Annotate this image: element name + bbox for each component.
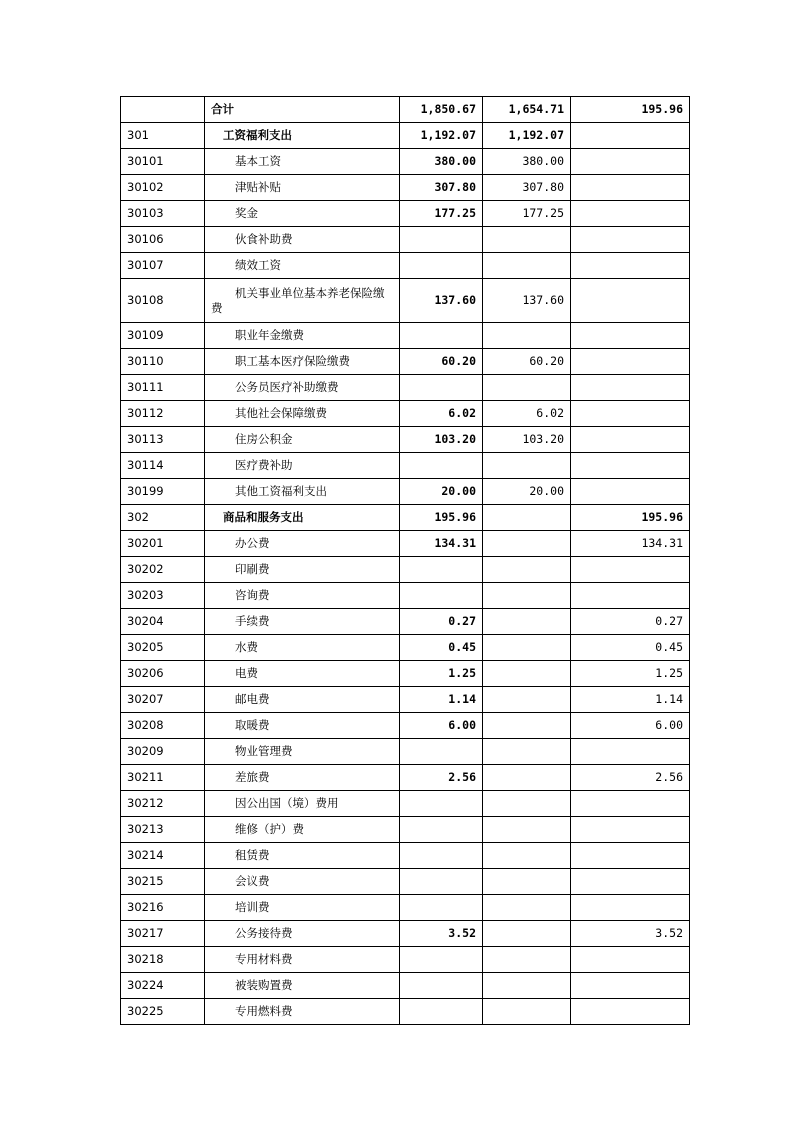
- account-code-cell: 30215: [121, 869, 205, 895]
- total-amount-cell: [400, 583, 483, 609]
- project-amount-cell: 1.25: [571, 661, 690, 687]
- table-row: [121, 375, 690, 401]
- table-row: [121, 999, 690, 1025]
- basic-amount-cell: [483, 505, 571, 531]
- total-amount-cell: 1.14: [400, 687, 483, 713]
- table-row: [121, 661, 690, 687]
- table-row: [121, 427, 690, 453]
- account-name-cell: 合计: [205, 97, 400, 123]
- account-name-cell: 电费: [205, 661, 400, 687]
- basic-amount-cell: [483, 323, 571, 349]
- basic-amount-cell: [483, 609, 571, 635]
- account-code-cell: 30224: [121, 973, 205, 999]
- table-row: [121, 635, 690, 661]
- table-row: [121, 227, 690, 253]
- project-amount-cell: 195.96: [571, 97, 690, 123]
- table-row: [121, 557, 690, 583]
- account-code-cell: 30112: [121, 401, 205, 427]
- project-amount-cell: 0.45: [571, 635, 690, 661]
- total-amount-cell: [400, 869, 483, 895]
- project-amount-cell: [571, 123, 690, 149]
- project-amount-cell: [571, 175, 690, 201]
- table-row: [121, 323, 690, 349]
- total-amount-cell: 103.20: [400, 427, 483, 453]
- total-amount-cell: 2.56: [400, 765, 483, 791]
- basic-amount-cell: [483, 765, 571, 791]
- total-amount-cell: [400, 253, 483, 279]
- table-row: [121, 349, 690, 375]
- table-row: [121, 149, 690, 175]
- account-name-cell: 基本工资: [205, 149, 400, 175]
- account-name-cell: 印刷费: [205, 557, 400, 583]
- account-code-cell: 30204: [121, 609, 205, 635]
- total-amount-cell: 6.00: [400, 713, 483, 739]
- total-amount-cell: [400, 791, 483, 817]
- table-row: [121, 687, 690, 713]
- basic-amount-cell: [483, 947, 571, 973]
- table-row: [121, 843, 690, 869]
- project-amount-cell: [571, 869, 690, 895]
- basic-amount-cell: [483, 895, 571, 921]
- basic-amount-cell: [483, 453, 571, 479]
- total-amount-cell: [400, 895, 483, 921]
- account-name-cell: 医疗费补助: [205, 453, 400, 479]
- project-amount-cell: [571, 973, 690, 999]
- account-name-cell: 其他社会保障缴费: [205, 401, 400, 427]
- account-code-cell: 30106: [121, 227, 205, 253]
- basic-amount-cell: [483, 227, 571, 253]
- basic-amount-cell: [483, 999, 571, 1025]
- basic-amount-cell: [483, 869, 571, 895]
- basic-amount-cell: [483, 713, 571, 739]
- account-name-cell: 因公出国（境）费用: [205, 791, 400, 817]
- basic-amount-cell: 177.25: [483, 201, 571, 227]
- project-amount-cell: 195.96: [571, 505, 690, 531]
- basic-amount-cell: 137.60: [483, 279, 571, 323]
- table-row: [121, 175, 690, 201]
- account-code-cell: 30107: [121, 253, 205, 279]
- account-name-cell: 职业年金缴费: [205, 323, 400, 349]
- project-amount-cell: 134.31: [571, 531, 690, 557]
- project-amount-cell: 0.27: [571, 609, 690, 635]
- account-code-cell: 30205: [121, 635, 205, 661]
- account-name-cell: 取暖费: [205, 713, 400, 739]
- total-amount-cell: 6.02: [400, 401, 483, 427]
- account-name-cell: 水费: [205, 635, 400, 661]
- table-row: [121, 123, 690, 149]
- table-row: [121, 765, 690, 791]
- total-amount-cell: 0.45: [400, 635, 483, 661]
- basic-amount-cell: 103.20: [483, 427, 571, 453]
- basic-amount-cell: [483, 635, 571, 661]
- table-row: [121, 253, 690, 279]
- basic-amount-cell: [483, 687, 571, 713]
- table-row: [121, 739, 690, 765]
- account-code-cell: 30217: [121, 921, 205, 947]
- total-amount-cell: 0.27: [400, 609, 483, 635]
- account-name-cell: 物业管理费: [205, 739, 400, 765]
- account-code-cell: 301: [121, 123, 205, 149]
- basic-amount-cell: [483, 557, 571, 583]
- account-name-cell: 公务接待费: [205, 921, 400, 947]
- total-amount-cell: 380.00: [400, 149, 483, 175]
- expenditure-table: [120, 96, 690, 1025]
- account-name-cell: 专用燃料费: [205, 999, 400, 1025]
- basic-amount-cell: [483, 843, 571, 869]
- account-code-cell: 30101: [121, 149, 205, 175]
- project-amount-cell: [571, 375, 690, 401]
- total-amount-cell: 3.52: [400, 921, 483, 947]
- account-name-cell: 绩效工资: [205, 253, 400, 279]
- total-amount-cell: 60.20: [400, 349, 483, 375]
- project-amount-cell: [571, 843, 690, 869]
- account-name-cell: 培训费: [205, 895, 400, 921]
- account-name-cell: 机关事业单位基本养老保险缴费: [205, 279, 400, 323]
- account-code-cell: 30207: [121, 687, 205, 713]
- account-code-cell: 30102: [121, 175, 205, 201]
- account-code-cell: 30203: [121, 583, 205, 609]
- project-amount-cell: [571, 817, 690, 843]
- project-amount-cell: [571, 947, 690, 973]
- basic-amount-cell: 1,192.07: [483, 123, 571, 149]
- total-amount-cell: 1,850.67: [400, 97, 483, 123]
- account-name-cell: 咨询费: [205, 583, 400, 609]
- account-name-cell: 住房公积金: [205, 427, 400, 453]
- project-amount-cell: [571, 323, 690, 349]
- basic-amount-cell: 60.20: [483, 349, 571, 375]
- project-amount-cell: [571, 479, 690, 505]
- total-amount-cell: [400, 375, 483, 401]
- account-name-cell: 会议费: [205, 869, 400, 895]
- basic-amount-cell: 380.00: [483, 149, 571, 175]
- account-code-cell: 30212: [121, 791, 205, 817]
- project-amount-cell: 6.00: [571, 713, 690, 739]
- project-amount-cell: [571, 427, 690, 453]
- project-amount-cell: [571, 401, 690, 427]
- project-amount-cell: [571, 349, 690, 375]
- account-name-cell: 津贴补贴: [205, 175, 400, 201]
- project-amount-cell: [571, 279, 690, 323]
- total-amount-cell: 134.31: [400, 531, 483, 557]
- account-name-cell: 租赁费: [205, 843, 400, 869]
- project-amount-cell: [571, 739, 690, 765]
- total-amount-cell: [400, 817, 483, 843]
- account-code-cell: 30216: [121, 895, 205, 921]
- basic-amount-cell: [483, 973, 571, 999]
- basic-amount-cell: [483, 791, 571, 817]
- account-code-cell: [121, 97, 205, 123]
- table-row: [121, 531, 690, 557]
- total-amount-cell: 1.25: [400, 661, 483, 687]
- total-amount-cell: [400, 739, 483, 765]
- account-name-cell: 手续费: [205, 609, 400, 635]
- total-amount-cell: [400, 557, 483, 583]
- account-name-cell: 伙食补助费: [205, 227, 400, 253]
- table-row: [121, 713, 690, 739]
- table-row: [121, 479, 690, 505]
- account-name-cell: 专用材料费: [205, 947, 400, 973]
- project-amount-cell: [571, 557, 690, 583]
- table-row: [121, 97, 690, 123]
- account-code-cell: 30109: [121, 323, 205, 349]
- table-row: [121, 279, 690, 323]
- account-name-cell: 其他工资福利支出: [205, 479, 400, 505]
- basic-amount-cell: [483, 739, 571, 765]
- table-row: [121, 921, 690, 947]
- basic-amount-cell: 307.80: [483, 175, 571, 201]
- basic-amount-cell: [483, 661, 571, 687]
- total-amount-cell: 137.60: [400, 279, 483, 323]
- project-amount-cell: [571, 227, 690, 253]
- total-amount-cell: 20.00: [400, 479, 483, 505]
- total-amount-cell: 177.25: [400, 201, 483, 227]
- table-row: [121, 791, 690, 817]
- project-amount-cell: [571, 895, 690, 921]
- project-amount-cell: [571, 253, 690, 279]
- total-amount-cell: [400, 843, 483, 869]
- account-code-cell: 30211: [121, 765, 205, 791]
- account-code-cell: 30208: [121, 713, 205, 739]
- table-row: [121, 201, 690, 227]
- table-row: [121, 895, 690, 921]
- table-row: [121, 817, 690, 843]
- account-code-cell: 30113: [121, 427, 205, 453]
- account-code-cell: 30213: [121, 817, 205, 843]
- account-name-cell: 商品和服务支出: [205, 505, 400, 531]
- account-name-cell: 差旅费: [205, 765, 400, 791]
- total-amount-cell: 1,192.07: [400, 123, 483, 149]
- basic-amount-cell: 1,654.71: [483, 97, 571, 123]
- basic-amount-cell: [483, 817, 571, 843]
- basic-amount-cell: [483, 921, 571, 947]
- account-name-cell: 职工基本医疗保险缴费: [205, 349, 400, 375]
- project-amount-cell: 3.52: [571, 921, 690, 947]
- project-amount-cell: [571, 999, 690, 1025]
- basic-amount-cell: [483, 531, 571, 557]
- account-code-cell: 30110: [121, 349, 205, 375]
- account-code-cell: 30108: [121, 279, 205, 323]
- account-code-cell: 30225: [121, 999, 205, 1025]
- total-amount-cell: [400, 973, 483, 999]
- total-amount-cell: 307.80: [400, 175, 483, 201]
- project-amount-cell: [571, 453, 690, 479]
- table-row: [121, 505, 690, 531]
- account-code-cell: 30214: [121, 843, 205, 869]
- account-code-cell: 30206: [121, 661, 205, 687]
- account-code-cell: 30202: [121, 557, 205, 583]
- table-row: [121, 401, 690, 427]
- account-code-cell: 30114: [121, 453, 205, 479]
- account-code-cell: 30218: [121, 947, 205, 973]
- basic-amount-cell: [483, 375, 571, 401]
- table-row: [121, 453, 690, 479]
- account-code-cell: 302: [121, 505, 205, 531]
- project-amount-cell: [571, 583, 690, 609]
- table-row: [121, 869, 690, 895]
- table-row: [121, 609, 690, 635]
- basic-amount-cell: [483, 583, 571, 609]
- total-amount-cell: [400, 947, 483, 973]
- total-amount-cell: [400, 999, 483, 1025]
- basic-amount-cell: 20.00: [483, 479, 571, 505]
- total-amount-cell: 195.96: [400, 505, 483, 531]
- account-name-cell: 办公费: [205, 531, 400, 557]
- table-body: [121, 97, 690, 1025]
- basic-amount-cell: [483, 253, 571, 279]
- account-name-cell: 奖金: [205, 201, 400, 227]
- total-amount-cell: [400, 227, 483, 253]
- account-code-cell: 30199: [121, 479, 205, 505]
- table-row: [121, 973, 690, 999]
- project-amount-cell: [571, 149, 690, 175]
- account-name-cell: 被装购置费: [205, 973, 400, 999]
- project-amount-cell: 1.14: [571, 687, 690, 713]
- table-row: [121, 947, 690, 973]
- account-code-cell: 30201: [121, 531, 205, 557]
- project-amount-cell: 2.56: [571, 765, 690, 791]
- account-name-cell: 邮电费: [205, 687, 400, 713]
- account-name-cell: 维修（护）费: [205, 817, 400, 843]
- table-row: [121, 583, 690, 609]
- project-amount-cell: [571, 791, 690, 817]
- account-code-cell: 30103: [121, 201, 205, 227]
- total-amount-cell: [400, 323, 483, 349]
- project-amount-cell: [571, 201, 690, 227]
- account-name-cell: 公务员医疗补助缴费: [205, 375, 400, 401]
- basic-amount-cell: 6.02: [483, 401, 571, 427]
- account-code-cell: 30209: [121, 739, 205, 765]
- account-code-cell: 30111: [121, 375, 205, 401]
- total-amount-cell: [400, 453, 483, 479]
- account-name-cell: 工资福利支出: [205, 123, 400, 149]
